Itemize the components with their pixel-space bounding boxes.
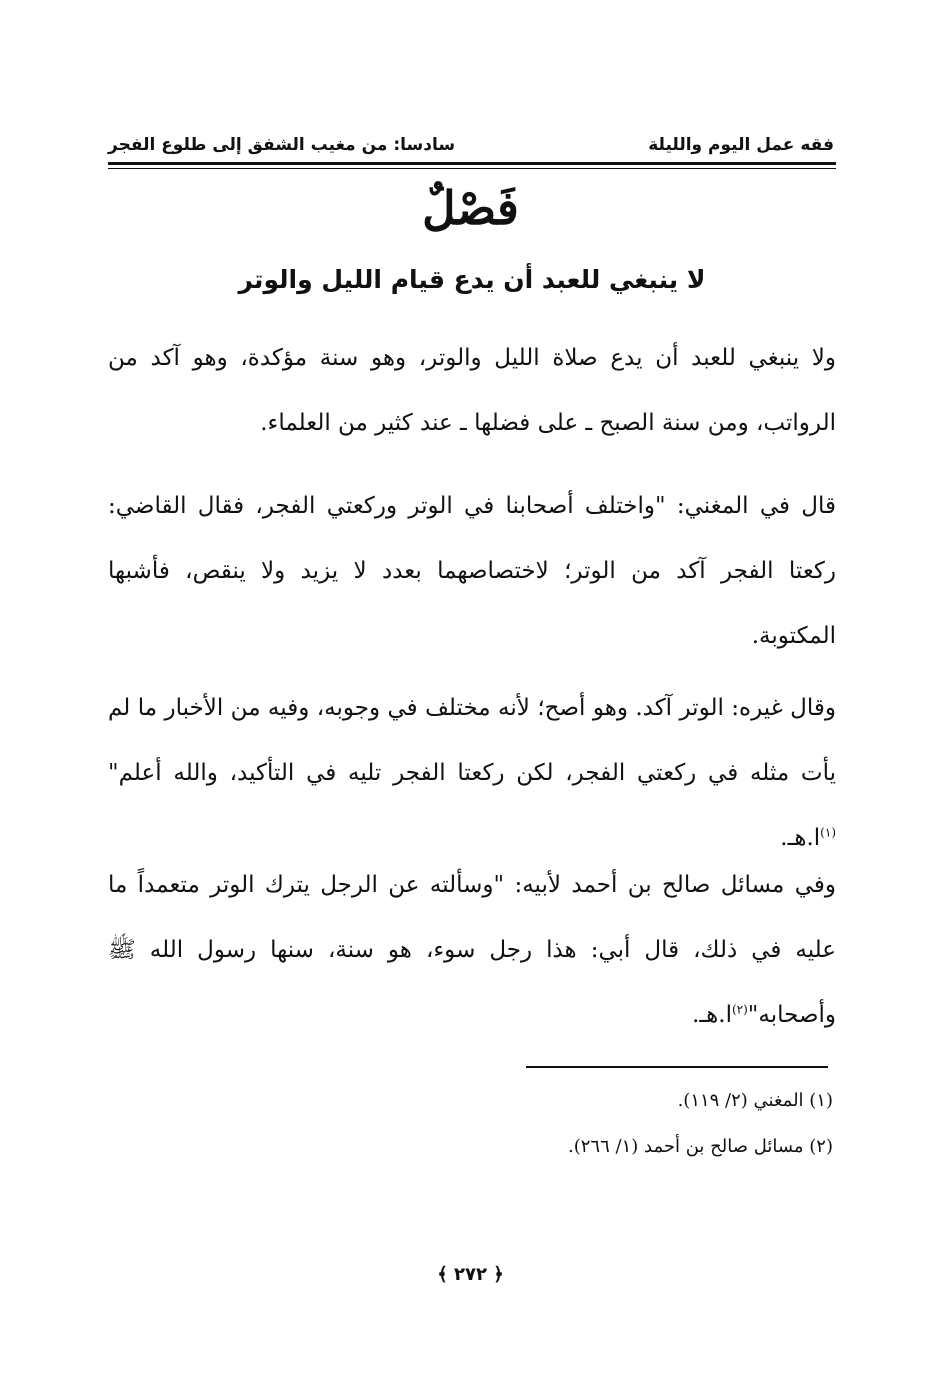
running-header [108,133,834,165]
header-rule-thin [108,168,836,169]
paragraph-3-text: وقال غيره: الوتر آكد. وهو أصح؛ لأنه مختلف في وجوبه، وفيه من الأخبار ما لم يأت مثله في ركعتي الفجر، لكن ركعتا الفجر تليه في التأكيد، والله أعلم" [108,695,836,786]
paragraph-3 [108,676,836,871]
paragraph-3-end: ا.هـ. [780,825,821,851]
paragraph-1-text: ولا ينبغي للعبد أن يدع صلاة الليل والوتر، وهو سنة مؤكدة، وهو آكد من الرواتب، ومن سنة الصبح ـ على فضلها ـ عند كثير من العلماء. [108,345,836,436]
paragraph-4-end: ا.هـ. [692,1002,732,1028]
page-number: ﴿ ٢٧٢ ﴾ [437,1264,504,1285]
footnote-ref-1[interactable]: (١) [820,825,836,840]
paragraph-1 [108,326,836,456]
footnote-2: (٢) مسائل صالح بن أحمد (١/ ٢٦٦). [568,1136,833,1157]
paragraph-2 [108,474,836,669]
paragraph-4 [108,853,836,1048]
section-word: فَصْلٌ [422,181,519,235]
footnote-1: (١) المغني (٢/ ١١٩). [677,1090,833,1111]
book-title: فقه عمل اليوم والليلة [648,135,834,155]
footnote-divider [526,1066,828,1068]
footnote-ref-2[interactable]: (٢) [731,1002,748,1017]
header-rule [108,162,836,165]
chapter-title: سادسا: من مغيب الشفق إلى طلوع الفجر [108,135,456,155]
paragraph-2-text: قال في المغني: "واختلف أصحابنا في الوتر وركعتي الفجر، فقال القاضي: ركعتا الفجر آكد من الوتر؛ لاختصاصهما بعدد لا يزيد ولا ينقص، فأشبها المكتوبة. [108,493,836,649]
paragraph-4-text: وفي مسائل صالح بن أحمد لأبيه: "وسألته عن الرجل يترك الوتر متعمداً ما عليه في ذلك، قال أبي: هذا رجل سوء، هو سنة، سنها رسول الله ﷺ وأصحابه" [108,872,836,1028]
section-title: لا ينبغي للعبد أن يدع قيام الليل والوتر [238,265,706,294]
